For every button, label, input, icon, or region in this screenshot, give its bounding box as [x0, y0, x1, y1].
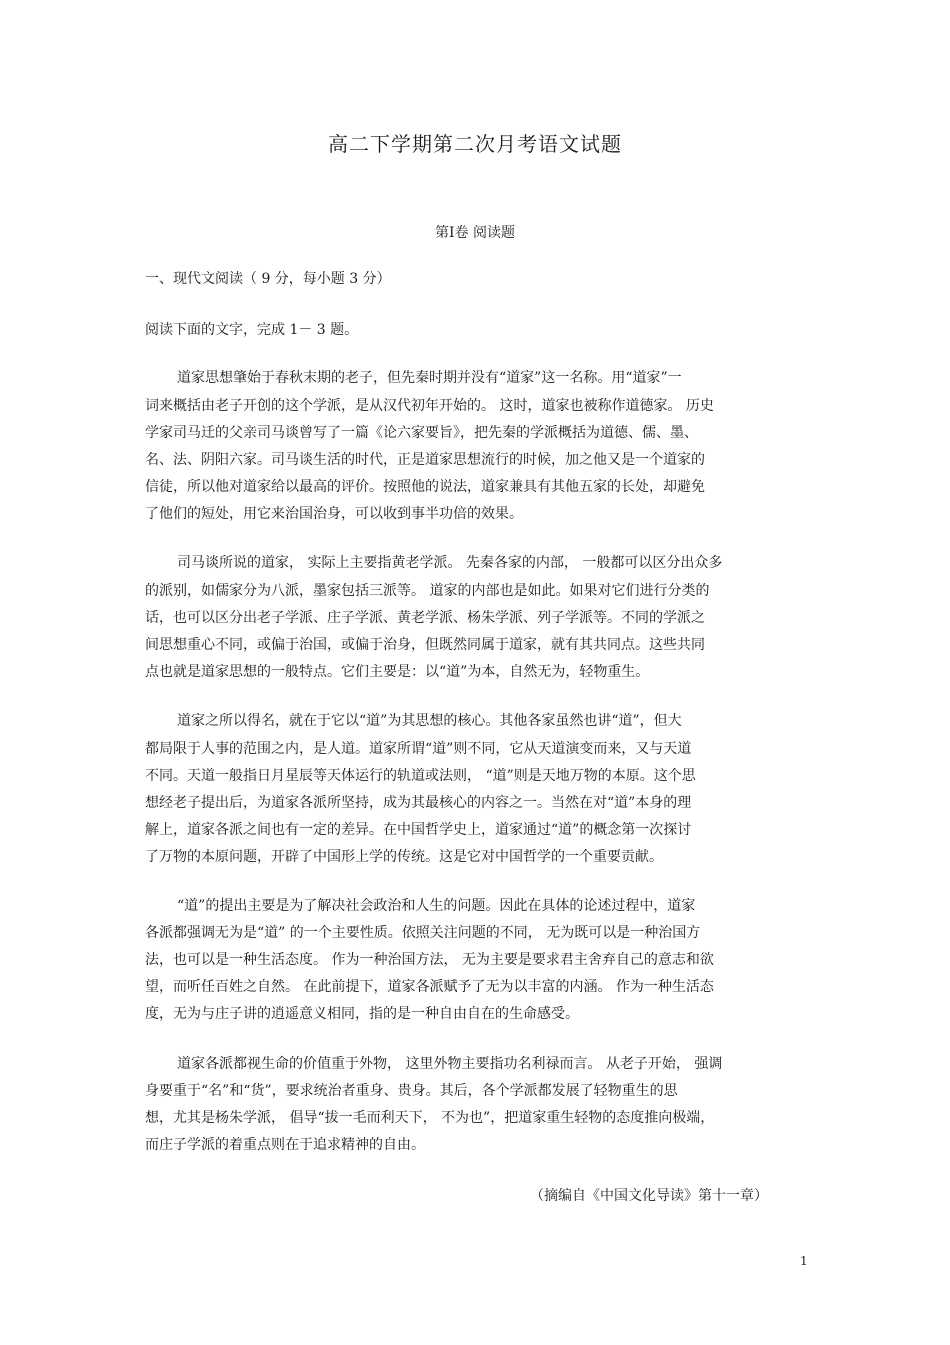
- text-line: 望，而听任百姓之自然。 在此前提下，道家各派赋予了无为以丰富的内涵。 作为一种生活态: [145, 979, 714, 995]
- text-line: 而庄子学派的着重点则在于追求精神的自由。: [145, 1137, 425, 1153]
- text-line: 司马谈所说的道家， 实际上主要指黄老学派。 先秦各家的内部， 一般都可以区分出众多: [177, 555, 723, 571]
- text-line: 话，也可以区分出老子学派、庄子学派、黄老学派、杨朱学派、列子学派等。不同的学派之: [145, 610, 705, 626]
- text-line: 想，尤其是杨朱学派， 倡导“拔一毛而利天下， 不为也”，把道家重生轻物的态度推向极端，: [145, 1110, 715, 1126]
- text-line: 词来概括由老子开创的这个学派，是从汉代初年开始的。 这时，道家也被称作道德家。 历史: [145, 398, 714, 414]
- text-line: 点也就是道家思想的一般特点。它们主要是：以“道”为本，自然无为，轻物重生。: [145, 664, 650, 680]
- text-line: 道家之所以得名，就在于它以“道”为其思想的核心。其他各家虽然也讲“道”，但大: [177, 713, 682, 729]
- text-line: 名、法、阴阳六家。司马谈生活的时代，正是道家思想流行的时候，加之他又是一个道家的: [145, 452, 705, 468]
- text-line: 了万物的本原问题，开辟了中国形上学的传统。这是它对中国哲学的一个重要贡献。: [145, 849, 663, 865]
- reading-instruction: 阅读下面的文字，完成 1－ 3 题。: [145, 322, 359, 338]
- text-line: 学家司马迁的父亲司马谈曾写了一篇《论六家要旨》，把先秦的学派概括为道德、儒、墨、: [145, 425, 698, 441]
- part-heading: 第Ⅰ卷 阅读题: [435, 225, 515, 241]
- page-number: 1: [800, 1254, 808, 1268]
- text-line: 间思想重心不同，或偏于治国，或偏于治身，但既然同属于道家，就有其共同点。这些共同: [145, 637, 705, 653]
- section-heading: 一、现代文阅读（ 9 分，每小题 3 分）: [145, 271, 391, 287]
- text-line: “道”的提出主要是为了解决社会政治和人生的问题。因此在具体的论述过程中，道家: [177, 898, 696, 914]
- text-line: 度，无为与庄子讲的逍遥意义相同，指的是一种自由自在的生命感受。: [145, 1006, 579, 1022]
- text-line: 想经老子提出后，为道家各派所坚持，成为其最核心的内容之一。当然在对“道”本身的理: [145, 795, 692, 811]
- text-line: 了他们的短处，用它来治国治身，可以收到事半功倍的效果。: [145, 506, 523, 522]
- text-line: 都局限于人事的范围之内，是人道。道家所谓“道”则不同，它从天道演变而来，又与天道: [145, 741, 692, 757]
- page-title: 高二下学期第二次月考语文试题: [328, 132, 622, 156]
- text-line: 的派别，如儒家分为八派，墨家包括三派等。 道家的内部也是如此。如果对它们进行分类的: [145, 583, 710, 599]
- text-line: 不同。天道一般指日月星辰等天体运行的轨道或法则， “道”则是天地万物的本原。这个思: [145, 768, 696, 784]
- text-line: 信徒，所以他对道家给以最高的评价。按照他的说法，道家兼具有其他五家的长处，却避免: [145, 479, 705, 495]
- text-line: 道家各派都视生命的价值重于外物， 这里外物主要指功名利禄而言。 从老子开始， 强调: [177, 1056, 723, 1072]
- text-line: 法，也可以是一种生活态度。 作为一种治国方法， 无为主要是要求君主舍弃自己的意志和欲: [145, 952, 714, 968]
- text-line: 各派都强调无为是“道” 的一个主要性质。依照关注问题的不同， 无为既可以是一种治国方: [145, 925, 701, 941]
- text-line: 解上，道家各派之间也有一定的差异。在中国哲学史上，道家通过“道”的概念第一次探讨: [145, 822, 692, 838]
- source-citation: （摘编自《中国文化导读》第十一章）: [530, 1188, 768, 1204]
- text-line: 道家思想肇始于春秋末期的老子，但先秦时期并没有“道家”这一名称。用“道家”一: [177, 370, 682, 386]
- text-line: 身要重于“名”和“货”，要求统治者重身、贵身。其后，各个学派都发展了轻物重生的思: [145, 1083, 678, 1099]
